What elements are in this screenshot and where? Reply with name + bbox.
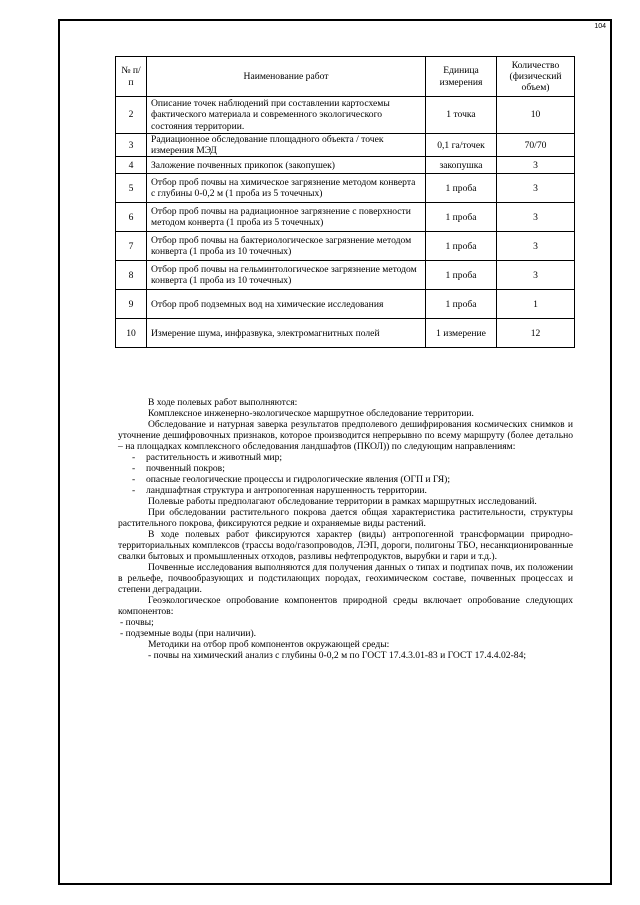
- list-item: - опасные геологические процессы и гидрологические явления (ОГП и ГЯ);: [118, 474, 573, 485]
- cell-qty: 3: [497, 261, 575, 290]
- cell-unit: закопушка: [426, 157, 497, 174]
- body-text: [118, 397, 573, 661]
- cell-name: Заложение почвенных прикопок (закопушек): [147, 157, 426, 174]
- cell-qty: 3: [497, 203, 575, 232]
- paragraph: Комплексное инженерно-экологическое маршрутное обследование территории.: [148, 408, 474, 419]
- cell-unit: 1 проба: [426, 203, 497, 232]
- cell-name: Отбор проб почвы на радиационное загрязнение с поверхности методом конверта (1 проба из 5 точечных): [147, 203, 426, 232]
- paragraph: - почвы на химический анализ с глубины 0-0,2 м по ГОСТ 17.4.3.01-83 и ГОСТ 17.4.4.02-84;: [148, 650, 527, 661]
- cell-unit: 1 измерение: [426, 319, 497, 348]
- table-header-row: [116, 57, 575, 97]
- table-row: [116, 290, 575, 319]
- paragraph: В ходе полевых работ выполняются:: [148, 397, 298, 408]
- cell-qty: 1: [497, 290, 575, 319]
- works-table: [115, 56, 575, 348]
- table-body: [116, 97, 575, 348]
- table-row: [116, 319, 575, 348]
- cell-num: 7: [116, 232, 147, 261]
- cell-unit: 1 проба: [426, 290, 497, 319]
- cell-unit: 1 точка: [426, 97, 497, 134]
- cell-name: Отбор проб почвы на гельминтологическое загрязнение методом конверта (1 проба из 10 точечных): [147, 261, 426, 290]
- cell-unit: 1 проба: [426, 261, 497, 290]
- paragraph: При обследовании растительного покрова дается общая характеристика растительности, структуры растительного покрова, фиксируются редкие и охраняемые виды растений.: [118, 507, 573, 529]
- table-row: [116, 134, 575, 157]
- cell-num: 9: [116, 290, 147, 319]
- table-row: [116, 203, 575, 232]
- cell-name: Отбор проб почвы на бактериологическое загрязнение методом конверта (1 проба из 10 точечных): [147, 232, 426, 261]
- cell-name: Отбор проб почвы на химическое загрязнение методом конверта с глубины 0-0,2 м (1 проба из 5 точечных): [147, 174, 426, 203]
- cell-num: 4: [116, 157, 147, 174]
- page-number: 104: [594, 23, 606, 30]
- header-qty: Количество (физический объем): [497, 57, 575, 97]
- list-item: - почвенный покров;: [118, 463, 573, 474]
- paragraph: Геоэкологическое опробование компонентов природной среды включает опробование следующих компонентов:: [118, 595, 573, 617]
- list-item: - подземные воды (при наличии).: [120, 628, 257, 639]
- table-row: [116, 97, 575, 134]
- cell-unit: 0,1 га/точек: [426, 134, 497, 157]
- cell-num: 2: [116, 97, 147, 134]
- cell-unit: 1 проба: [426, 232, 497, 261]
- cell-num: 5: [116, 174, 147, 203]
- list-item: - растительность и животный мир;: [118, 452, 573, 463]
- cell-qty: 3: [497, 232, 575, 261]
- paragraph: Полевые работы предполагают обследование территории в рамках маршрутных исследований.: [148, 496, 537, 507]
- cell-name: Измерение шума, инфразвука, электромагнитных полей: [147, 319, 426, 348]
- cell-qty: 3: [497, 157, 575, 174]
- cell-name: Описание точек наблюдений при составлении картосхемы фактического материала и современного экологического состояния территории.: [147, 97, 426, 134]
- cell-num: 8: [116, 261, 147, 290]
- cell-num: 3: [116, 134, 147, 157]
- cell-num: 10: [116, 319, 147, 348]
- paragraph: Методики на отбор проб компонентов окружающей среды:: [148, 639, 390, 650]
- list-item: - почвы;: [120, 617, 154, 628]
- cell-qty: 3: [497, 174, 575, 203]
- table-row: [116, 157, 575, 174]
- table-row: [116, 174, 575, 203]
- cell-qty: 12: [497, 319, 575, 348]
- cell-name: Отбор проб подземных вод на химические исследования: [147, 290, 426, 319]
- header-num: № п/п: [116, 57, 147, 97]
- cell-qty: 10: [497, 97, 575, 134]
- cell-qty: 70/70: [497, 134, 575, 157]
- list-item: - ландшафтная структура и антропогенная нарушенность территории.: [118, 485, 573, 496]
- cell-num: 6: [116, 203, 147, 232]
- header-name: Наименование работ: [147, 57, 426, 97]
- paragraph: Почвенные исследования выполняются для получения данных о типах и подтипах почв, их положении в рельефе, почвообразующих и подстилающих породах, геохимическом составе, почвенных процессах и степени деградации.: [118, 562, 573, 595]
- cell-unit: 1 проба: [426, 174, 497, 203]
- paragraph: В ходе полевых работ фиксируются характер (виды) антропогенной трансформации природно-территориальных комплексов (трассы водо/газопроводов, ЛЭП, дороги, полигоны ТБО, несанкционированные свалки бытовых и промышленных отходов, разливы нефтепродуктов, вырубки и гари и т.д.).: [118, 529, 573, 562]
- cell-name: Радиационное обследование площадного объекта / точек измерения МЭД: [147, 134, 426, 157]
- paragraph: Обследование и натурная заверка результатов предполевого дешифрирования космических снимков и уточнение дешифровочных признаков, которое производится непрерывно по всему маршруту (более детально – на площадках комплексного обследования ландшафтов (ПКОЛ)) по следующим направлениям:: [118, 419, 573, 452]
- table-row: [116, 232, 575, 261]
- table-row: [116, 261, 575, 290]
- header-unit: Единица измерения: [426, 57, 497, 97]
